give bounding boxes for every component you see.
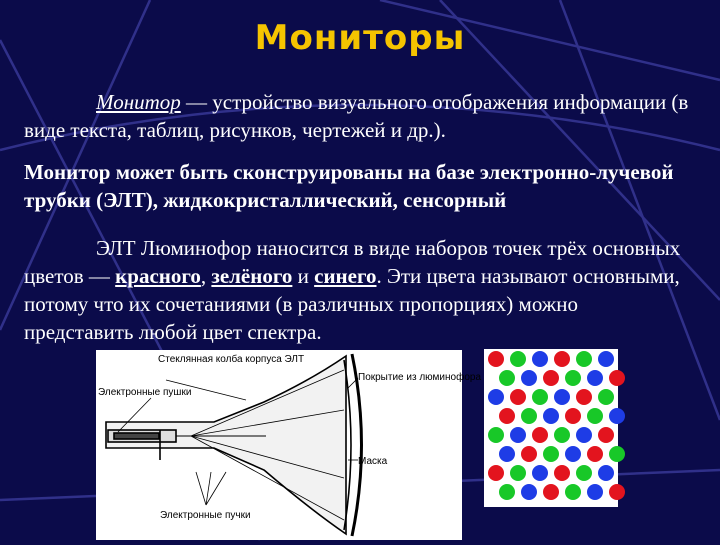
- phosphor-dot: [554, 389, 570, 405]
- phosphor-dot: [576, 389, 592, 405]
- svg-text:Электронные пушки: [98, 387, 191, 398]
- phosphor-dot: [521, 370, 537, 386]
- phosphor-dot: [587, 484, 603, 500]
- phosphor-dot: [499, 446, 515, 462]
- phosphor-dot: [488, 389, 504, 405]
- crt-text-2: . Эти цвета называют основными, потому что их сочетаниями (в различных пропорциях) можно представить любой цвет спектра.: [24, 264, 680, 344]
- phosphor-dot: [532, 351, 548, 367]
- phosphor-dot: [488, 427, 504, 443]
- sep-1: ,: [200, 264, 212, 288]
- phosphor-dot: [587, 446, 603, 462]
- phosphor-dot: [499, 408, 515, 424]
- phosphor-dot: [554, 427, 570, 443]
- phosphor-dot: [543, 408, 559, 424]
- phosphor-dot: [510, 465, 526, 481]
- phosphor-dot: [543, 484, 559, 500]
- phosphor-dot: [510, 389, 526, 405]
- svg-text:Стеклянная колба корпуса ЭЛТ: [158, 353, 304, 365]
- label-beams: Электронные пучки: [160, 510, 251, 521]
- crt-text-1: ЭЛТ Люминофор наносится в виде наборов точек трёх основных цветов —: [24, 236, 681, 288]
- phosphor-dot: [576, 465, 592, 481]
- color-red-word: красного: [115, 264, 201, 288]
- phosphor-dot: [565, 408, 581, 424]
- phosphor-dot: [598, 351, 614, 367]
- phosphor-dot: [554, 351, 570, 367]
- phosphor-dot: [532, 389, 548, 405]
- svg-text:Электронные пучки: [160, 510, 251, 521]
- phosphor-dot: [510, 351, 526, 367]
- phosphor-dot: [598, 465, 614, 481]
- phosphor-dot: [499, 370, 515, 386]
- phosphor-dot: [521, 446, 537, 462]
- label-mask: Маска: [358, 456, 388, 467]
- phosphor-dot: [565, 446, 581, 462]
- phosphor-dot: [510, 427, 526, 443]
- definition-paragraph: [24, 88, 692, 144]
- crt-paragraph: [24, 234, 692, 346]
- svg-text:Маска: [358, 456, 388, 467]
- phosphor-dot-mask: [484, 349, 618, 507]
- phosphor-dot: [609, 408, 625, 424]
- label-glass: Стеклянная колба корпуса ЭЛТ: [158, 354, 305, 365]
- crt-tube-diagram: [96, 350, 482, 540]
- phosphor-dot: [554, 465, 570, 481]
- phosphor-dot: [565, 484, 581, 500]
- phosphor-dot: [488, 351, 504, 367]
- term-monitor: Монитор: [96, 90, 181, 114]
- page-title: Мониторы: [254, 18, 466, 58]
- definition-text: — устройство визуального отображения информации (в виде текста, таблиц, рисунков, чертежей и др.).: [24, 90, 689, 142]
- phosphor-dot: [609, 484, 625, 500]
- label-guns: Электронные пушки: [98, 387, 192, 398]
- phosphor-dot: [499, 484, 515, 500]
- sep-2: и: [292, 264, 315, 288]
- phosphor-dot: [543, 446, 559, 462]
- phosphor-dot: [576, 427, 592, 443]
- phosphor-dot: [565, 370, 581, 386]
- phosphor-dot: [598, 389, 614, 405]
- phosphor-dot: [598, 427, 614, 443]
- phosphor-dot: [543, 370, 559, 386]
- phosphor-dot: [532, 427, 548, 443]
- label-phosphor: Покрытие из люминофора: [358, 372, 482, 383]
- phosphor-dot: [587, 370, 603, 386]
- phosphor-dot: [521, 484, 537, 500]
- phosphor-dot: [532, 465, 548, 481]
- phosphor-dot: [576, 351, 592, 367]
- phosphor-dot: [609, 446, 625, 462]
- svg-text:Покрытие из люминофора: [358, 371, 481, 383]
- color-green-word: зелёного: [211, 264, 293, 288]
- phosphor-dot: [609, 370, 625, 386]
- phosphor-dot: [488, 465, 504, 481]
- phosphor-dot: [587, 408, 603, 424]
- color-blue-word: синего: [314, 264, 377, 288]
- phosphor-dot: [521, 408, 537, 424]
- construction-paragraph: Монитор может быть сконструированы на базе электронно-лучевой трубки (ЭЛТ), жидкокристаллический, сенсорный: [24, 160, 674, 212]
